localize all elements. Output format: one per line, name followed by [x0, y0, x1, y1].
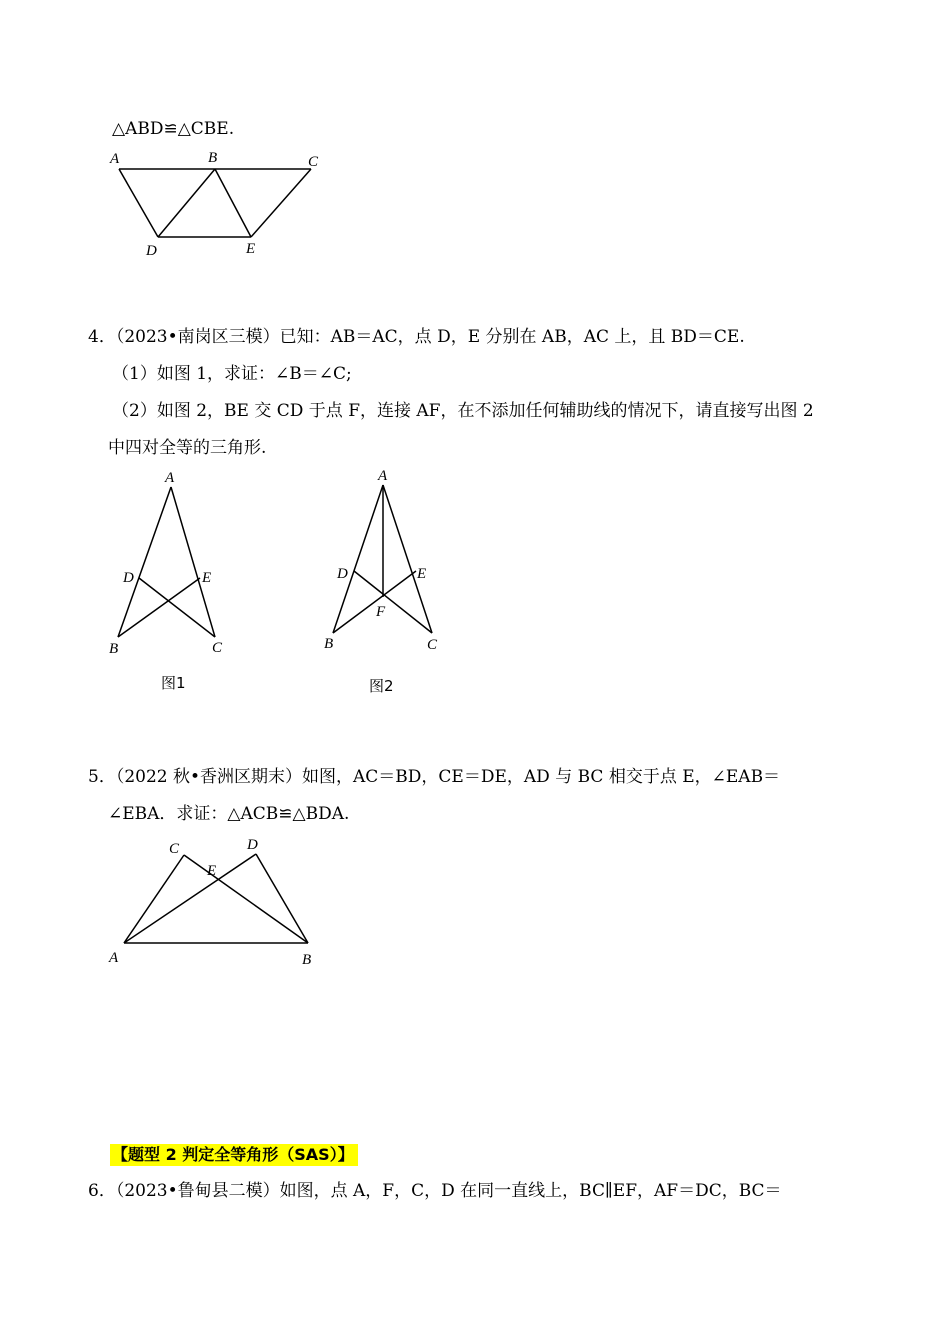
label-B: B [302, 952, 312, 968]
label-D: D [247, 837, 258, 853]
q5-line1-text: （2022 秋•香洲区期末）如图，AC＝BD，CE＝DE，AD 与 BC 相交于点 E，∠EAB＝ [115, 767, 781, 787]
label-F: F [376, 604, 386, 620]
fig1-caption: 图1 [161, 674, 186, 692]
q4-number: 4． [88, 327, 116, 347]
label-C: C [169, 841, 180, 857]
label-B: B [208, 150, 218, 166]
q5-number: 5． [88, 767, 116, 787]
q4-part2-line2: 中四对全等的三角形. [108, 438, 267, 458]
q6-line1-text: （2023•鲁甸县二模）如图，点 A，F，C，D 在同一直线上，BC∥EF，AF＝DC，BC＝ [115, 1181, 782, 1201]
label-C: C [308, 154, 319, 170]
figure-q5 [100, 832, 340, 972]
label-A: A [165, 470, 175, 486]
label-E: E [207, 863, 217, 879]
section-heading: 【题型 2 判定全等角形（SAS）】 [110, 1144, 358, 1166]
label-E: E [202, 570, 212, 586]
label-D: D [123, 570, 134, 586]
label-D: D [146, 243, 157, 259]
q5-line1 [88, 766, 780, 788]
figure-prev-trapezoid [100, 145, 340, 265]
q4-stem [88, 326, 745, 348]
figure-q4-fig2 [318, 465, 458, 700]
q4-part2-line1: （2）如图 2，BE 交 CD 于点 F，连接 AF，在不添加任何辅助线的情况下，请直接写出图 2 [112, 401, 814, 421]
q6-number: 6． [88, 1181, 116, 1201]
label-C: C [427, 637, 438, 653]
label-B: B [109, 641, 119, 657]
label-A: A [378, 468, 388, 484]
prev-conclusion: △ABD≌△CBE. [112, 119, 235, 139]
q4-part1: （1）如图 1，求证：∠B＝∠C; [112, 364, 352, 384]
label-A: A [109, 950, 119, 966]
label-E: E [417, 566, 427, 582]
label-C: C [212, 640, 223, 656]
q6-line1 [88, 1180, 782, 1202]
label-B: B [324, 636, 334, 652]
q5-line2: ∠EBA．求证：△ACB≌△BDA. [108, 804, 350, 824]
fig2-caption: 图2 [369, 677, 394, 695]
q4-stem-text: （2023•南岗区三模）已知：AB＝AC，点 D，E 分别在 AB，AC 上，且 BD＝CE. [115, 327, 745, 347]
figure-q4-fig1 [100, 465, 240, 700]
label-E: E [246, 241, 256, 257]
label-D: D [337, 566, 348, 582]
label-A: A [110, 151, 120, 167]
